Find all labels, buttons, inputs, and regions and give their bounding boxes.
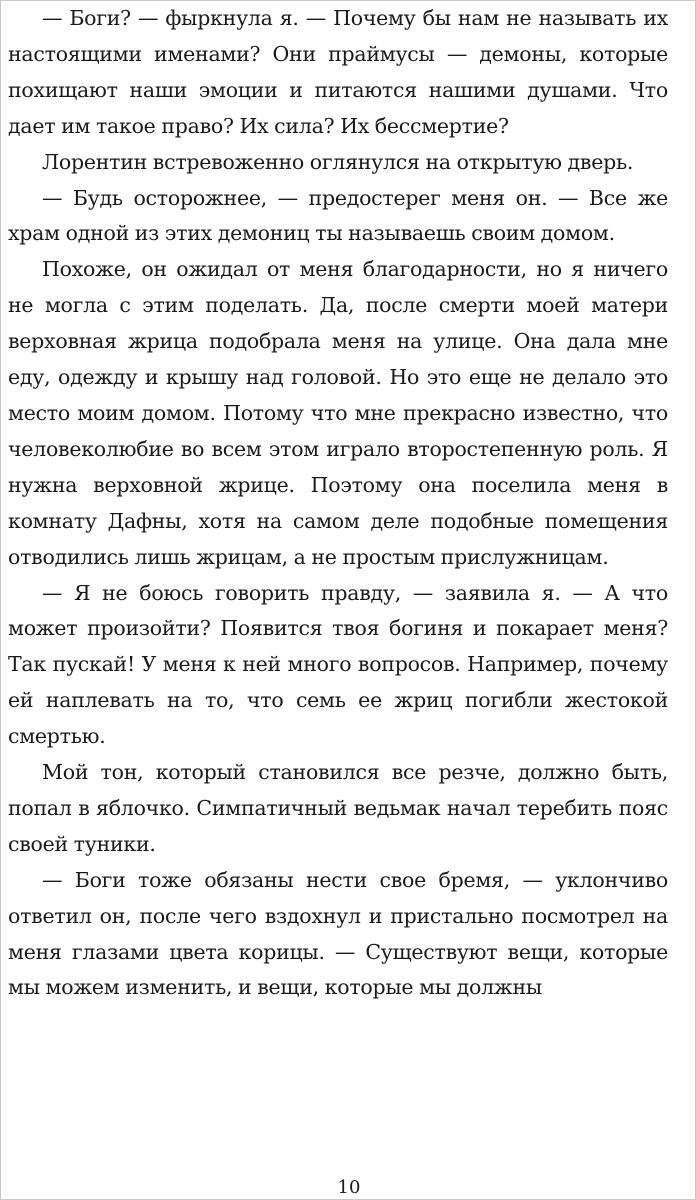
text-body bbox=[8, 1, 668, 1006]
paragraph-2: Лорентин встревоженно оглянулся на открытую дверь. bbox=[42, 149, 634, 174]
paragraph-3: — Будь осторожнее, — предостерег меня он. — Все же храм одной из этих демониц ты называешь своим домом. bbox=[8, 185, 668, 246]
paragraph-7: — Боги тоже обязаны нести свое бремя, — уклончиво ответил он, после чего вздохнул и пристально посмотрел на меня глазами цвета корицы. — Существуют вещи, которые мы можем изменить, и вещи, которые мы должны bbox=[8, 867, 668, 1000]
paragraph-5: — Я не боюсь говорить правду, — заявила я. — А что может произойти? Появится твоя богиня и покарает меня? Так пускай! У меня к ней много вопросов. Например, почему ей наплевать на то, что семь ее жриц погибли жестокой смертью. bbox=[8, 580, 668, 749]
page-number: 10 bbox=[337, 1177, 361, 1198]
paragraph-4: Похоже, он ожидал от меня благодарности, но я ничего не могла с этим поделать. Да, после смерти моей матери верховная жрица подобрала меня на улице. Она дала мне еду, одежду и крышу над головой. Но это еще не делало это место моим домом. Потому что мне прекрасно известно, что человеколюбие во всем этом играло второстепенную роль. Я нужна верховной жрице. Поэтому она поселила меня в комнату Дафны, хотя на самом деле подобные помещения отводились лишь жрицам, а не простым прислужницам. bbox=[8, 257, 668, 569]
paragraph-6: Мой тон, который становился все резче, должно быть, попал в яблочко. Симпатичный ведьмак начал теребить пояс своей туники. bbox=[8, 760, 668, 856]
paragraph-1: — Боги? — фыркнула я. — Почему бы нам не называть их настоящими именами? Они праймусы — демоны, которые похищают наши эмоции и питаются нашими душами. Что дает им такое право? Их сила? Их бессмертие? bbox=[8, 6, 668, 138]
